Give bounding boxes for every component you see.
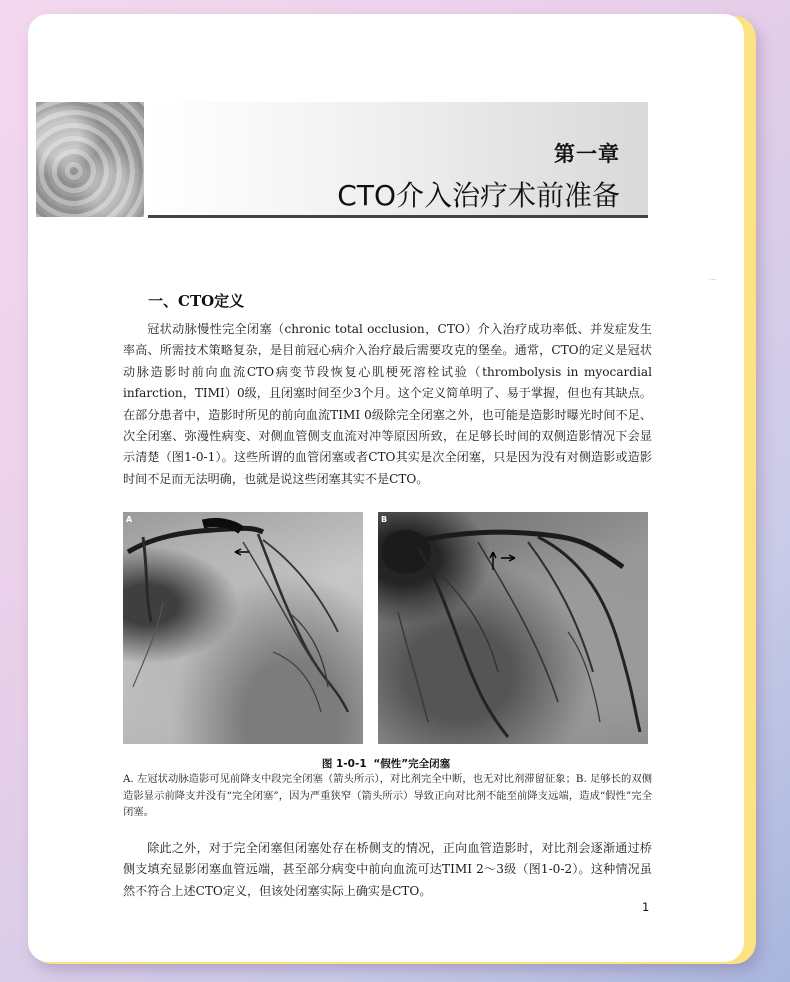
arrow-icon xyxy=(235,549,249,555)
figure-caption-number: 图 1-0-1 xyxy=(321,758,367,770)
figure-caption-name: “假性”完全闭塞 xyxy=(373,758,451,770)
panel-b-label: B xyxy=(381,515,388,524)
page-number: 1 xyxy=(642,900,650,914)
angiogram-panel-a xyxy=(123,512,363,744)
figure-caption-body: A. 左冠状动脉造影可见前降支中段完全闭塞（箭头所示），对比剂完全中断，也无对比剂滞留征象；B. 足够长的双侧造影显示前降支并没有“完全闭塞”，因为严重狭窄（箭头所示）导致正向对比剂不能至前降支远端，造成“假性”完全闭塞。 xyxy=(123,773,652,818)
margin-mark: ··· xyxy=(709,276,716,284)
panel-a-label: A xyxy=(126,515,133,524)
chapter-banner-underline xyxy=(148,215,648,218)
section-heading: 一、CTO定义 xyxy=(148,292,245,310)
body-paragraph-2: 除此之外，对于完全闭塞但闭塞处存在桥侧支的情况，正向血管造影时，对比剂会逐渐通过桥侧支填充显影闭塞血管远端，甚至部分病变中前向血流可达TIMI 2～3级（图1-0-2）。这种情况虽然不符合上述CTO定义，但该处闭塞实际上确实是CTO。 xyxy=(123,841,652,898)
arrow-icon xyxy=(490,552,496,570)
angiogram-panel-b xyxy=(378,512,648,744)
angiogram-b-vessels xyxy=(378,512,648,744)
chapter-number: 第一章 xyxy=(554,142,620,166)
angiogram-a-vessels xyxy=(123,512,363,744)
book-page xyxy=(28,14,744,962)
figure-caption-title xyxy=(28,756,744,771)
chapter-banner-decoration xyxy=(36,102,144,217)
chapter-title: CTO介入治疗术前准备 xyxy=(337,179,620,212)
body-paragraph-1: 冠状动脉慢性完全闭塞（chronic total occlusion，CTO）介入治疗成功率低、并发症发生率高、所需技术策略复杂，是目前冠心病介入治疗最后需要攻克的堡垒。通常，CTO的定义是冠状动脉造影时前向血流CTO病变节段恢复心肌梗死溶栓试验（thrombolysis in myocardial infarction，TIMI）0级，且闭塞时间至少3个月。这个定义简单明了、易于掌握，但也有其缺点。在部分患者中，造影时所见的前向血流TIMI 0级除完全闭塞之外，也可能是造影时曝光时间不足、次全闭塞、弥漫性病变、对侧血管侧支血流对冲等原因所致，在足够长时间的双侧造影情况下会显示清楚（图1-0-1）。这些所谓的血管闭塞或者CTO其实是次全闭塞，只是因为没有对侧造影或造影时间不足而无法明确，也就是说这些闭塞其实不是CTO。 xyxy=(123,322,652,486)
arrow-icon xyxy=(501,555,515,561)
